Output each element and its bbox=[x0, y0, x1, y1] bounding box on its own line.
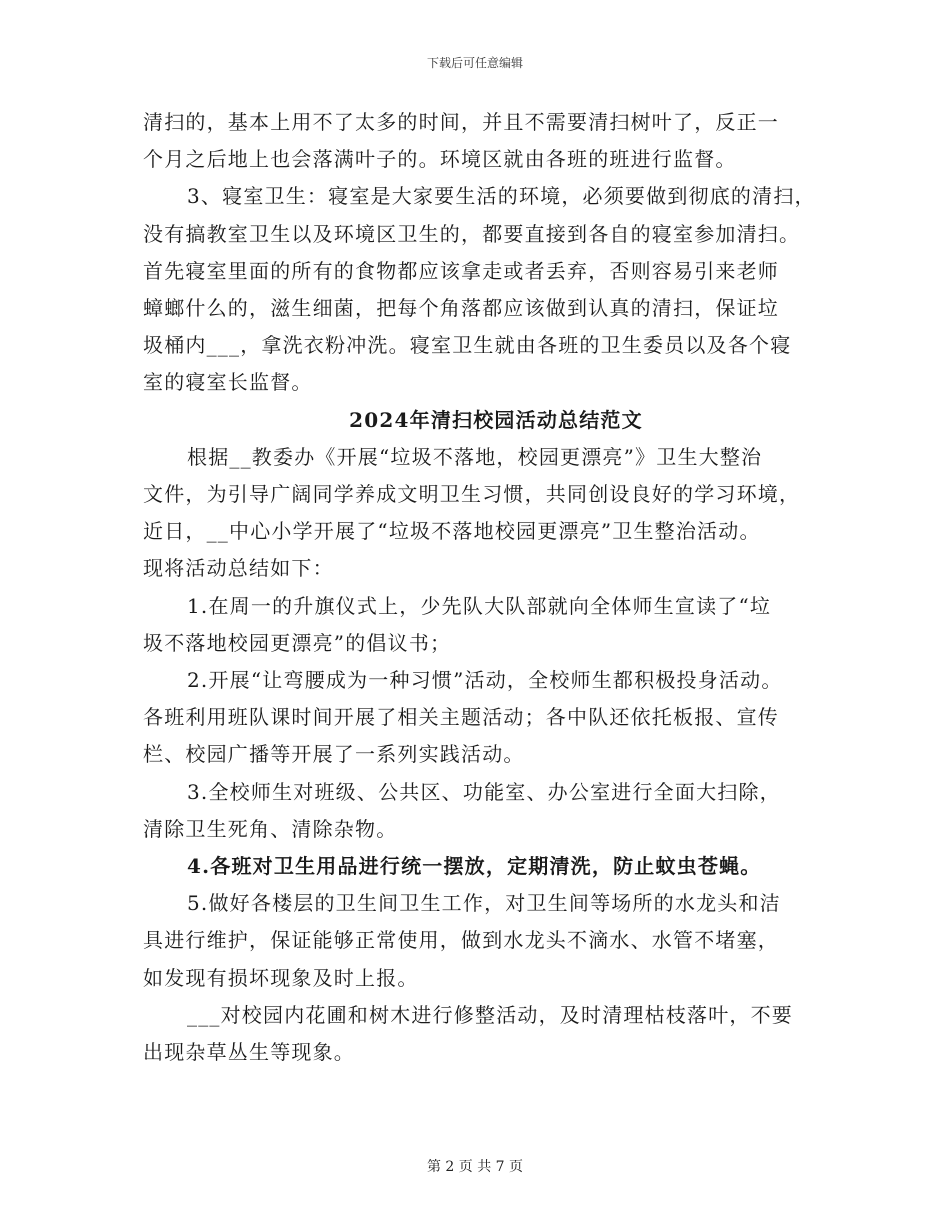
text-line-bold: 4.各班对卫生用品进行统一摆放，定期清洗，防止蚊虫苍蝇。 bbox=[187, 854, 762, 879]
text-line: 1.在周一的升旗仪式上，少先队大队部就向全体师生宣读了“垃 bbox=[187, 593, 772, 618]
text-line: 具进行维护，保证能够正常使用，做到水龙头不滴水、水管不堵塞， bbox=[143, 928, 779, 953]
text-line: 现将活动总结如下： bbox=[143, 556, 334, 581]
text-line: 清扫的，基本上用不了太多的时间，并且不需要清扫树叶了，反正一 bbox=[143, 110, 779, 134]
text-line: 圾桶内___，拿洗衣粉冲洗。寝室卫生就由各班的卫生委员以及各个寝 bbox=[143, 333, 792, 358]
text-line: 根据__教委办《开展“垃圾不落地，校园更漂亮”》卫生大整治 bbox=[187, 444, 763, 469]
text-line: 5.做好各楼层的卫生间卫生工作，对卫生间等场所的水龙头和洁 bbox=[187, 891, 781, 916]
text-line: 清除卫生死角、清除杂物。 bbox=[143, 816, 398, 841]
text-line: 圾不落地校园更漂亮”的倡议书； bbox=[143, 630, 452, 655]
text-line: 2.开展“让弯腰成为一种习惯”活动，全校师生都积极投身活动。 bbox=[187, 668, 783, 693]
header-note: 下载后可任意编辑 bbox=[426, 56, 523, 70]
document-body bbox=[143, 104, 816, 1071]
text-line: 如发现有损坏现象及时上报。 bbox=[143, 965, 419, 990]
text-line: 3、寝室卫生：寝室是大家要生活的环境，必须要做到彻底的清扫， bbox=[187, 184, 816, 209]
text-line: 栏、校园广播等开展了一系列实践活动。 bbox=[143, 742, 525, 767]
text-line: 3.全校师生对班级、公共区、功能室、办公室进行全面大扫除， bbox=[187, 779, 781, 804]
section-title: 2024年清扫校园活动总结范文 bbox=[349, 407, 643, 432]
text-line: 室的寝室长监督。 bbox=[143, 370, 313, 395]
text-line: ___对校园内花圃和树木进行修整活动，及时清理枯枝落叶，不要 bbox=[187, 1002, 793, 1027]
text-line: 各班利用班队课时间开展了相关主题活动；各中队还依托板报、宣传 bbox=[143, 705, 779, 730]
text-line: 个月之后地上也会落满叶子的。环境区就由各班的班进行监督。 bbox=[143, 147, 737, 172]
text-line: 没有搞教室卫生以及环境区卫生的，都要直接到各自的寝室参加清扫。 bbox=[143, 221, 801, 246]
text-line: 文件，为引导广阔同学养成文明卫生习惯，共同创设良好的学习环境， bbox=[143, 482, 801, 507]
text-line: 蟑螂什么的，滋生细菌，把每个角落都应该做到认真的清扫，保证垃 bbox=[143, 296, 779, 321]
text-line: 近日，__中心小学开展了“垃圾不落地校园更漂亮”卫生整治活动。 bbox=[143, 519, 761, 544]
page-number: 第 2 页 共 7 页 bbox=[426, 1159, 524, 1175]
text-line: 首先寝室里面的所有的食物都应该拿走或者丢弃，否则容易引来老师 bbox=[143, 258, 779, 283]
text-line: 出现杂草丛生等现象。 bbox=[143, 1040, 355, 1065]
